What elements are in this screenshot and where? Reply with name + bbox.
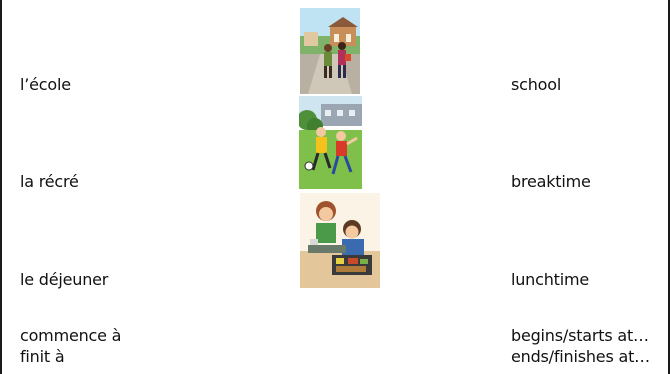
page-border-left [0, 0, 2, 374]
school-picture [300, 8, 360, 94]
phrase-english-ends: ends/finishes at… [511, 347, 650, 366]
lunchtime-picture [300, 193, 380, 288]
vocab-french-lunchtime: le déjeuner [20, 270, 109, 289]
page-border-right [668, 0, 670, 374]
vocab-english-breaktime: breaktime [511, 172, 591, 191]
vocab-english-lunchtime: lunchtime [511, 270, 590, 289]
vocab-french-breaktime: la récré [20, 172, 79, 191]
vocab-english-school: school [511, 75, 562, 94]
breaktime-picture [299, 96, 362, 189]
phrase-english-begins: begins/starts at… [511, 326, 649, 345]
phrase-french-ends: finit à [20, 347, 65, 366]
vocab-french-school: l’école [20, 75, 71, 94]
phrase-french-begins: commence à [20, 326, 122, 345]
